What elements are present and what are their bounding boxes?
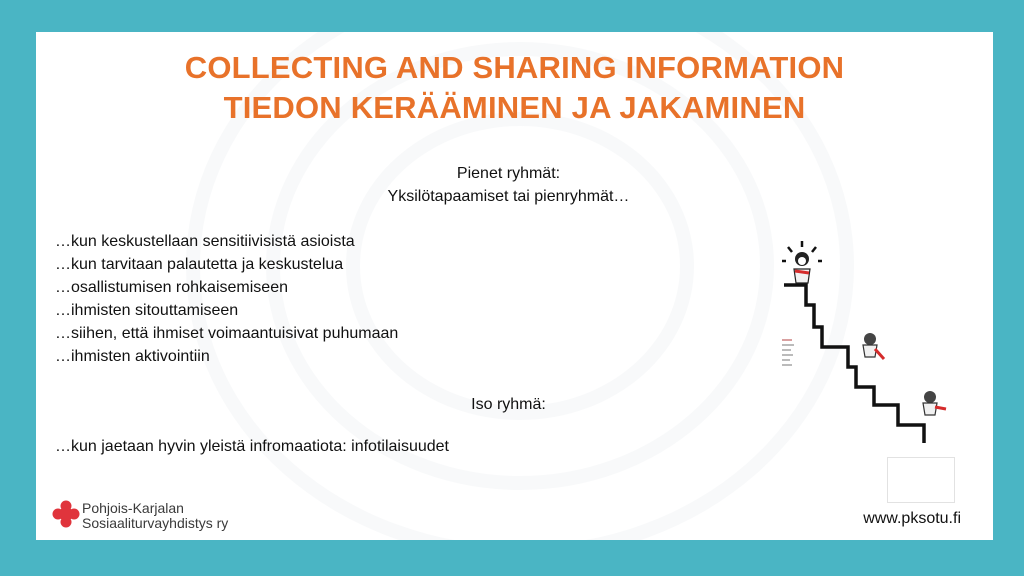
- caption-marks: [782, 339, 794, 366]
- list-item: …ihmisten sitouttamiseen: [55, 302, 239, 319]
- small-groups-list: [55, 230, 398, 368]
- large-group-heading: Iso ryhmä:: [471, 396, 546, 413]
- small-groups-heading: Pienet ryhmät:: [456, 165, 561, 182]
- logo-line2: Sosiaaliturvayhdistys ry: [82, 515, 229, 531]
- list-item: …kun keskustellaan sensitiivisistä asioista: [55, 233, 355, 250]
- title-finnish: TIEDON KERÄÄMINEN JA JAKAMINEN: [223, 90, 806, 125]
- placeholder-box: [887, 457, 955, 503]
- organization-logo: [52, 500, 229, 533]
- list-item: …kun tarvitaan palautetta ja keskustelua: [55, 256, 344, 273]
- person-icon: [863, 333, 884, 359]
- slide-card: [36, 32, 993, 540]
- large-group-item: …kun jaetaan hyvin yleistä infromaatiota: infotilaisuudet: [55, 438, 449, 455]
- list-item: …siihen, että ihmiset voimaantuisivat puhumaan: [55, 325, 399, 342]
- stairs-illustration: [774, 207, 964, 447]
- list-item: …osallistumisen rohkaisemiseen: [55, 279, 288, 296]
- list-item: …ihmisten aktivointiin: [55, 348, 210, 365]
- small-groups-subheading: Yksilötapaamiset tai pienryhmät…: [387, 188, 630, 205]
- heart-cross-icon: [52, 500, 80, 528]
- website-link[interactable]: www.pksotu.fi: [863, 510, 961, 527]
- title-english: COLLECTING AND SHARING INFORMATION: [184, 50, 845, 85]
- logo-line1: Pohjois-Karjalan: [82, 500, 184, 516]
- person-icon: [782, 241, 822, 283]
- person-icon: [923, 391, 946, 415]
